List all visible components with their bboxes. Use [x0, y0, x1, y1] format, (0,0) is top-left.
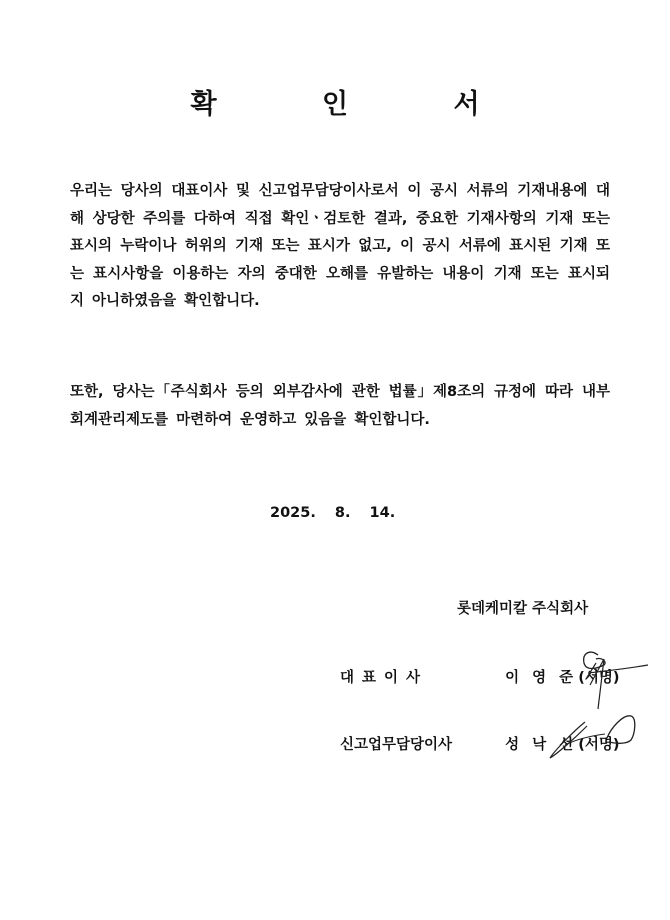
paragraph-line: 해 상당한 주의를 다하여 직접 확인ㆍ검토한 결과, 중요한 기재사항의 기재 또는: [70, 210, 610, 227]
signatory-name: [505, 733, 619, 754]
title-char: 확: [190, 89, 217, 120]
title-char: 인: [321, 89, 349, 120]
signatory-ceo: [340, 666, 620, 687]
paragraph-line: 회계관리제도를 마련하여 운영하고 있음을 확인합니다.: [70, 411, 430, 428]
document-title: [0, 82, 670, 121]
signatory-disclosure-officer: [340, 733, 620, 754]
paragraph-line: 표시의 누락이나 허위의 기재 또는 표시가 없고, 이 공시 서류에 표시된 기재 또: [70, 238, 610, 255]
signatory-role: 신고업무담당이사: [340, 737, 453, 753]
confirmation-paragraph: [70, 178, 610, 316]
paragraph-line: 우리는 당사의 대표이사 및 신고업무담당이사로서 이 공시 서류의 기재내용에 대: [70, 183, 610, 199]
paragraph-line: 지 아니하였음을 확인합니다.: [70, 293, 260, 310]
signatory-name-text: 이 영 준: [505, 670, 574, 686]
paragraph-line: 는 표시사항을 이용하는 자의 중대한 오해를 유발하는 내용이 기재 또는 표시되: [70, 265, 610, 282]
company-name: 롯데케미칼 주식회사: [457, 601, 589, 617]
sign-label: (서명): [578, 737, 620, 753]
sign-label: (서명): [578, 670, 620, 686]
signatory-name: [505, 666, 619, 687]
signatory-role: 대표이사: [340, 670, 429, 686]
title-char: 서: [453, 89, 480, 120]
signatory-name-text: 성 낙 선: [505, 737, 574, 753]
paragraph-line: 또한, 당사는「주식회사 등의 외부감사에 관한 법률」제8조의 규정에 따라 내부: [70, 384, 610, 400]
document-date: 2025. 8. 14.: [270, 505, 396, 521]
internal-control-paragraph: [70, 379, 610, 434]
